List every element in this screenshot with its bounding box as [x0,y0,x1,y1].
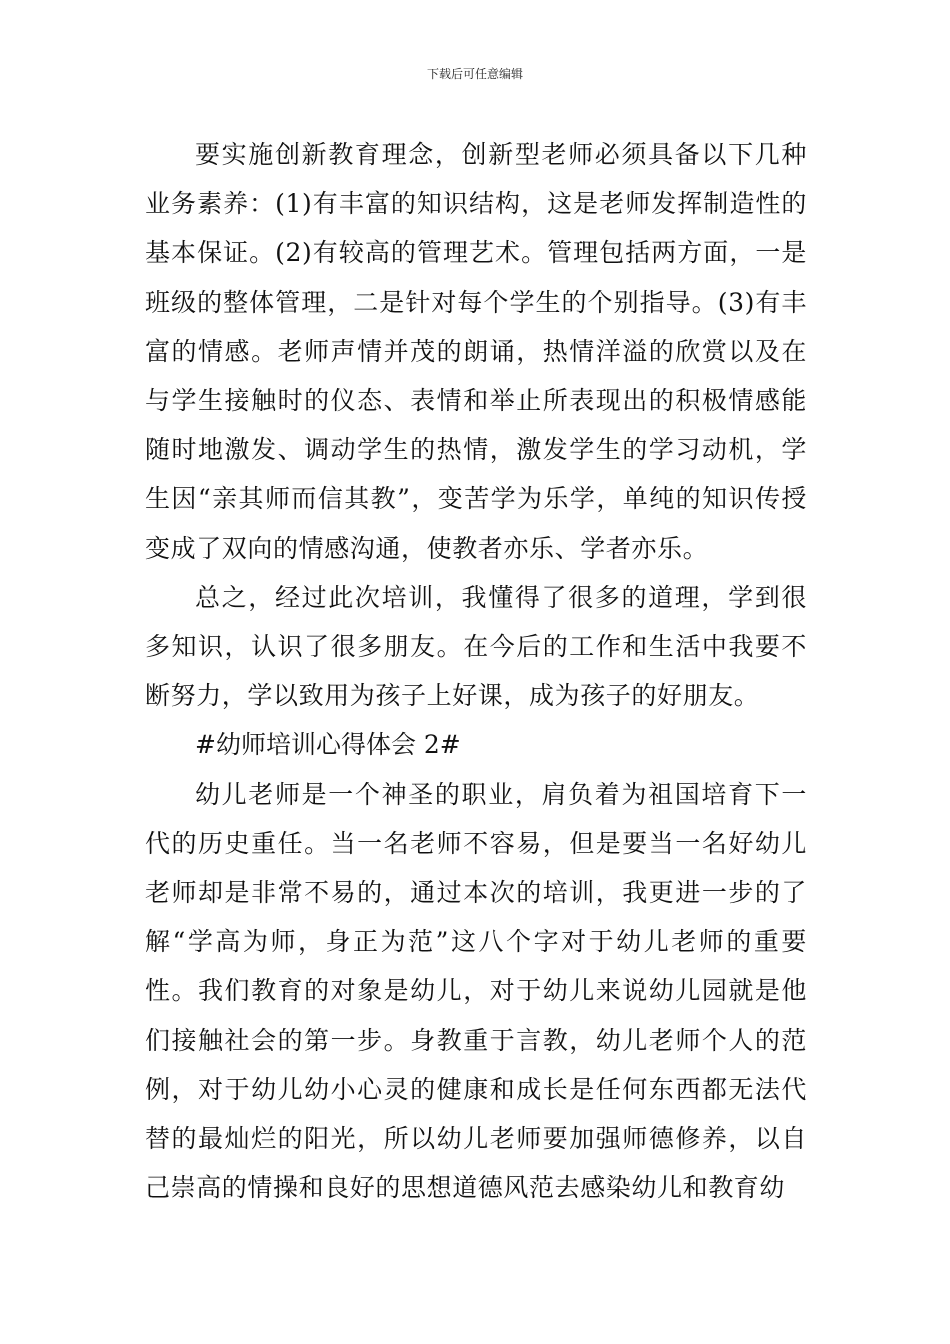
paragraph-section-two: 幼儿老师是一个神圣的职业，肩负着为祖国培育下一代的历史重任。当一名老师不容易，但是要当一名好幼儿老师却是非常不易的，通过本次的培训，我更进一步的了解“学高为师，身正为范”这八个字对于幼儿老师的重要性。我们教育的对象是幼儿，对于幼儿来说幼儿园就是他们接触社会的第一步。身教重于言教，幼儿老师个人的范例，对于幼儿幼小心灵的健康和成长是任何东西都无法代替的最灿烂的阳光，所以幼儿老师要加强师德修养，以自己崇高的情操和良好的思想道德风范去感染幼儿和教育幼 [145,779,807,1203]
document-body [145,130,807,1212]
page-header-note: 下载后可任意编辑 [426,67,523,81]
paragraph-conclusion: 总之，经过此次培训，我懂得了很多的道理，学到很多知识，认识了很多朋友。在今后的工作和生活中我要不断努力，学以致用为孩子上好课，成为孩子的好朋友。 [145,582,807,711]
paragraph-teacher-qualities: 要实施创新教育理念，创新型老师必须具备以下几种业务素养：(1)有丰富的知识结构，这是老师发挥制造性的基本保证。(2)有较高的管理艺术。管理包括两方面，一是班级的整体管理，二是针对每个学生的个别指导。(3)有丰富的情感。老师声情并茂的朗诵，热情洋溢的欣赏以及在与学生接触时的仪态、表情和举止所表现出的积极情感能随时地激发、调动学生的热情，激发学生的学习动机，学生因“亲其师而信其教”，变苦学为乐学，单纯的知识传授变成了双向的情感沟通，使教者亦乐、学者亦乐。 [145,140,807,563]
section-heading: #幼师培训心得体会 2# [195,730,461,760]
